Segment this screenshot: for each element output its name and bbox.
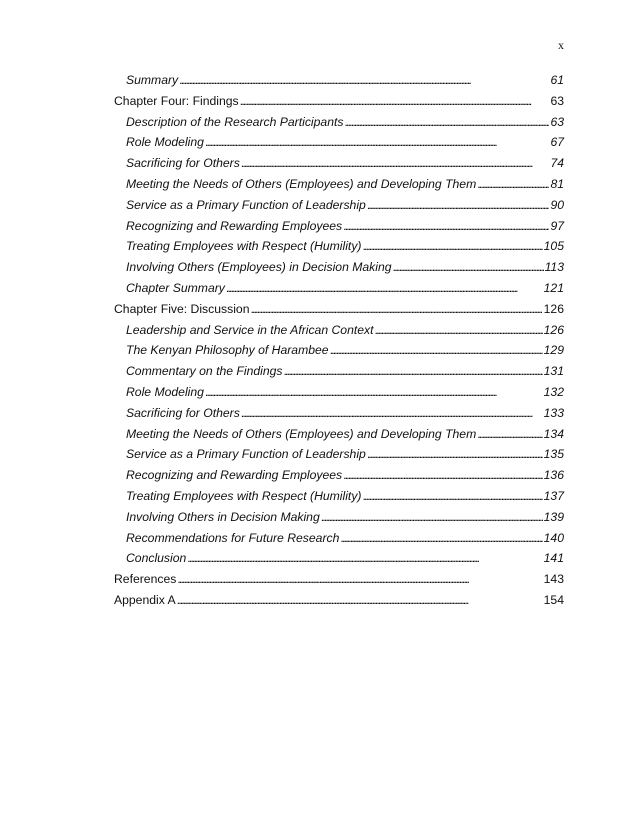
toc-entry-page: 136 bbox=[543, 468, 564, 483]
toc-entry-title: Service as a Primary Function of Leadership bbox=[126, 447, 366, 462]
toc-entry-page: 113 bbox=[544, 260, 564, 275]
toc-section-entry[interactable] bbox=[114, 281, 564, 302]
toc-entry-title: Chapter Summary bbox=[126, 280, 225, 295]
toc-dot-leader bbox=[362, 239, 542, 253]
toc-chapter-entry[interactable] bbox=[114, 94, 564, 115]
toc-dot-leader bbox=[362, 489, 542, 503]
toc-dot-leader bbox=[321, 510, 543, 524]
toc-dot-leader bbox=[250, 302, 542, 316]
toc-entry-page: 61 bbox=[550, 73, 564, 87]
toc-section-entry[interactable] bbox=[114, 177, 564, 198]
toc-entry-page: 140 bbox=[543, 530, 564, 545]
toc-dot-leader bbox=[187, 551, 542, 565]
toc-entry-page: 105 bbox=[543, 239, 564, 254]
toc-entry-title: Role Modeling bbox=[126, 135, 204, 150]
toc-dot-leader bbox=[177, 572, 542, 586]
toc-entry-page: 137 bbox=[543, 488, 564, 503]
toc-entry-title: The Kenyan Philosophy of Harambee bbox=[126, 343, 329, 358]
toc-entry-title: Sacrificing for Others bbox=[126, 156, 240, 171]
toc-section-entry[interactable] bbox=[114, 427, 564, 448]
toc-section-entry[interactable] bbox=[114, 156, 564, 177]
toc-section-entry[interactable] bbox=[114, 468, 564, 489]
toc-dot-leader bbox=[179, 73, 549, 87]
toc-entry-page: 139 bbox=[543, 509, 564, 524]
table-of-contents bbox=[114, 73, 564, 614]
toc-entry-page: 134 bbox=[543, 426, 564, 441]
toc-entry-page: 133 bbox=[543, 405, 564, 420]
toc-section-entry[interactable] bbox=[114, 385, 564, 406]
toc-entry-title: Chapter Four: Findings bbox=[114, 93, 239, 108]
toc-dot-leader bbox=[343, 219, 549, 233]
toc-entry-page: 97 bbox=[550, 218, 564, 233]
toc-entry-title: Appendix A bbox=[114, 592, 176, 607]
toc-entry-title: Summary bbox=[126, 73, 179, 87]
toc-dot-leader bbox=[367, 198, 550, 212]
toc-section-entry[interactable] bbox=[114, 447, 564, 468]
toc-dot-leader bbox=[205, 385, 543, 399]
toc-dot-leader bbox=[340, 531, 542, 545]
toc-entry-page: 141 bbox=[543, 551, 564, 566]
toc-section-entry[interactable] bbox=[114, 489, 564, 510]
toc-chapter-entry[interactable] bbox=[114, 593, 564, 614]
toc-entry-title: Commentary on the Findings bbox=[126, 364, 283, 379]
toc-dot-leader bbox=[343, 468, 543, 482]
toc-entry-title: Conclusion bbox=[126, 551, 187, 566]
toc-dot-leader bbox=[330, 343, 543, 357]
toc-entry-page: 63 bbox=[550, 114, 564, 129]
toc-dot-leader bbox=[375, 323, 543, 337]
toc-entry-page: 126 bbox=[543, 322, 564, 337]
toc-section-entry[interactable] bbox=[114, 198, 564, 219]
toc-entry-page: 81 bbox=[550, 176, 564, 191]
toc-dot-leader bbox=[477, 177, 549, 191]
page-number: x bbox=[558, 38, 564, 52]
toc-entry-page: 126 bbox=[543, 301, 564, 316]
toc-entry-title: Recommendations for Future Research bbox=[126, 530, 340, 545]
toc-entry-title: Chapter Five: Discussion bbox=[114, 301, 250, 316]
toc-entry-title: Sacrificing for Others bbox=[126, 405, 240, 420]
toc-section-entry[interactable] bbox=[114, 239, 564, 260]
toc-section-entry[interactable] bbox=[114, 510, 564, 531]
toc-dot-leader bbox=[344, 115, 549, 129]
toc-section-entry[interactable] bbox=[114, 364, 564, 385]
toc-entry-page: 135 bbox=[543, 447, 564, 462]
toc-section-entry[interactable] bbox=[114, 260, 564, 281]
toc-entry-page: 67 bbox=[550, 135, 564, 150]
toc-dot-leader bbox=[477, 427, 542, 441]
toc-section-entry[interactable] bbox=[114, 323, 564, 344]
toc-entry-title: Recognizing and Rewarding Employees bbox=[126, 468, 343, 483]
toc-chapter-entry[interactable] bbox=[114, 302, 564, 323]
toc-section-entry[interactable] bbox=[114, 135, 564, 156]
toc-section-entry[interactable] bbox=[114, 219, 564, 240]
toc-dot-leader bbox=[367, 447, 543, 461]
toc-section-entry[interactable] bbox=[114, 73, 564, 94]
toc-entry-page: 154 bbox=[543, 592, 564, 607]
toc-dot-leader bbox=[393, 260, 544, 274]
toc-entry-title: Involving Others (Employees) in Decision Making bbox=[126, 260, 392, 275]
toc-dot-leader bbox=[241, 406, 543, 420]
toc-entry-title: Service as a Primary Function of Leadership bbox=[126, 197, 366, 212]
toc-entry-title: Involving Others in Decision Making bbox=[126, 509, 320, 524]
toc-dot-leader bbox=[226, 281, 543, 295]
toc-entry-title: Treating Employees with Respect (Humility) bbox=[126, 488, 362, 503]
toc-entry-title: Meeting the Needs of Others (Employees) and Developing Them bbox=[126, 176, 477, 191]
toc-dot-leader bbox=[177, 593, 543, 607]
toc-section-entry[interactable] bbox=[114, 115, 564, 136]
toc-entry-title: Meeting the Needs of Others (Employees) and Developing Them bbox=[126, 426, 477, 441]
toc-entry-title: Description of the Research Participants bbox=[126, 114, 344, 129]
toc-section-entry[interactable] bbox=[114, 531, 564, 552]
toc-section-entry[interactable] bbox=[114, 406, 564, 427]
toc-entry-title: Leadership and Service in the African Context bbox=[126, 322, 374, 337]
toc-dot-leader bbox=[240, 94, 550, 108]
toc-section-entry[interactable] bbox=[114, 551, 564, 572]
toc-entry-page: 121 bbox=[543, 280, 564, 295]
toc-entry-page: 74 bbox=[550, 156, 564, 171]
toc-entry-page: 129 bbox=[543, 343, 564, 358]
toc-entry-page: 90 bbox=[550, 197, 564, 212]
toc-chapter-entry[interactable] bbox=[114, 572, 564, 593]
toc-entry-title: References bbox=[114, 572, 177, 587]
toc-entry-title: Role Modeling bbox=[126, 384, 204, 399]
toc-section-entry[interactable] bbox=[114, 343, 564, 364]
toc-entry-title: Recognizing and Rewarding Employees bbox=[126, 218, 343, 233]
toc-entry-page: 63 bbox=[550, 93, 564, 108]
toc-entry-page: 131 bbox=[543, 364, 564, 379]
toc-dot-leader bbox=[283, 364, 542, 378]
toc-entry-title: Treating Employees with Respect (Humility) bbox=[126, 239, 362, 254]
toc-entry-page: 143 bbox=[543, 572, 564, 587]
toc-dot-leader bbox=[205, 135, 550, 149]
toc-entry-page: 132 bbox=[543, 384, 564, 399]
toc-dot-leader bbox=[241, 156, 550, 170]
